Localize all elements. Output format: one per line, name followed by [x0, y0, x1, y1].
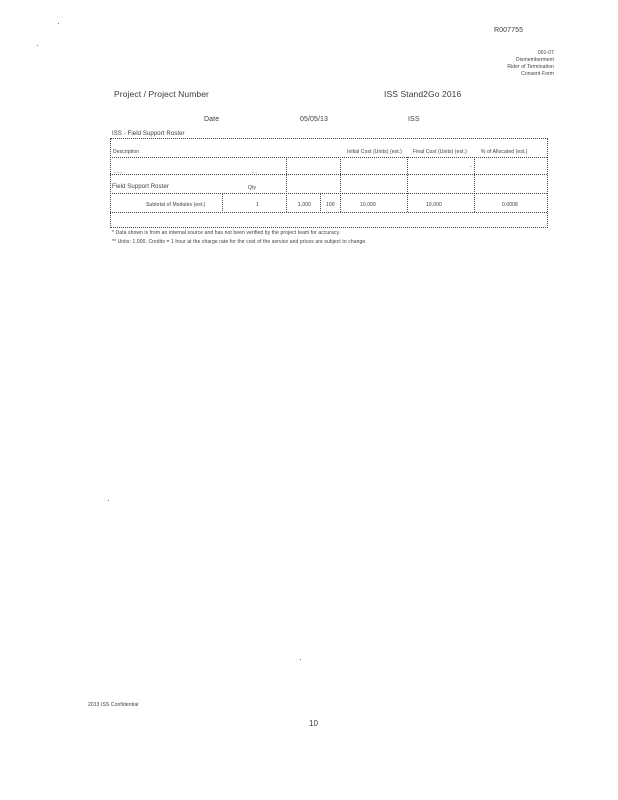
- date-value: 05/05/13: [300, 116, 329, 123]
- footnote-2: ** Units: 1,000, Credits = 1 hour at the charge rate for the cost of the service and prices are subject to change.: [112, 239, 367, 245]
- table-row-1-e: -: [470, 164, 472, 170]
- meta-line-4: Consent Form: [521, 71, 554, 77]
- col-header-description: Description: [113, 149, 140, 155]
- table-vrule-4: [340, 157, 341, 212]
- table-row-1-desc: - - -: [114, 170, 123, 176]
- table-row-1-qty: - -: [252, 170, 258, 176]
- table-vrule-2: [286, 157, 287, 212]
- scan-speck: [108, 500, 109, 501]
- date-label: Date: [204, 116, 220, 123]
- meta-line-3: Rider of Termination: [507, 64, 554, 70]
- col-header-initial-cost: Initial Cost (Units) (est.): [347, 149, 402, 155]
- page-title: Project / Project Number: [114, 89, 209, 99]
- table-vrule-1: [222, 193, 223, 213]
- meta-line-2: Dismemberment: [516, 57, 554, 63]
- table-row-3-a: 1,000: [298, 202, 312, 208]
- table-vrule-5: [407, 157, 408, 212]
- scan-speck: [300, 659, 301, 660]
- document-code: R007755: [494, 27, 524, 34]
- meta-line-1: 001-07: [537, 50, 554, 56]
- page-number: 10: [309, 719, 319, 728]
- table-row-3-desc: Subtotal of Modules (est.): [146, 202, 206, 208]
- table-row-3-d: 10,000: [426, 202, 442, 208]
- footer-left: 2013 ISS Confidential: [88, 702, 139, 708]
- table-row-3-b: 100: [326, 202, 335, 208]
- col-header-allocated: % of Allocated (est.): [481, 149, 528, 155]
- table-rule-3: [110, 212, 547, 213]
- table-row-3-e: 0.0008: [502, 202, 518, 208]
- table-vrule-6: [474, 157, 475, 212]
- roster-table: [110, 138, 548, 228]
- table-row-3-c: 10,000: [360, 202, 376, 208]
- page-title-right: ISS Stand2Go 2016: [384, 89, 462, 99]
- scan-speck: [37, 45, 38, 46]
- scan-speck: [58, 23, 59, 24]
- table-vrule-3: [320, 193, 321, 213]
- table-rule-2: [110, 193, 547, 194]
- table-rule-1: [110, 174, 547, 175]
- col-header-final-cost: Final Cost (Units) (est.): [413, 149, 467, 155]
- table-row-2-desc: Field Support Roster: [112, 184, 170, 190]
- section-label: ISS - Field Support Roster: [112, 131, 185, 137]
- table-row-2-qty: Qty: [248, 185, 257, 191]
- date-code: ISS: [408, 116, 420, 123]
- table-row-3-qty: 1: [256, 202, 259, 208]
- footnote-1: * Data shown is from an internal source and has not been verified by the project team for accuracy.: [112, 230, 341, 236]
- table-rule-header: [110, 157, 547, 158]
